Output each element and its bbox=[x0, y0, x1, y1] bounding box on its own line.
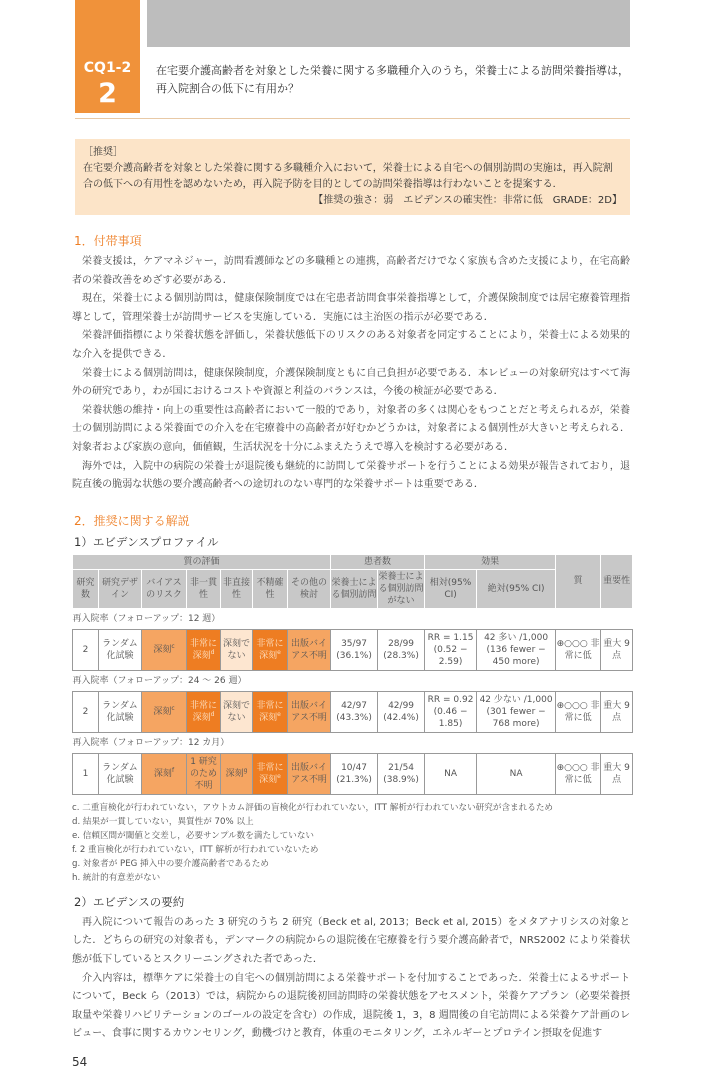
cq-number: 2 bbox=[98, 78, 117, 109]
cell-text: 深刻でない bbox=[222, 700, 250, 723]
table-cell bbox=[99, 691, 142, 732]
table-cell bbox=[253, 629, 288, 670]
table-row bbox=[73, 629, 633, 670]
footnote-marker: c bbox=[171, 642, 175, 650]
table-cell bbox=[288, 691, 331, 732]
cell-text: 1 bbox=[82, 768, 89, 779]
cell-text: RR = 1.15 (0.52 − 2.59) bbox=[427, 632, 474, 667]
table-cell bbox=[253, 691, 288, 732]
cell-text: 深刻 bbox=[153, 644, 172, 655]
group-header: 患者数 bbox=[331, 554, 425, 569]
footnote-marker: f bbox=[171, 766, 175, 774]
clinical-question: 在宅要介護高齢者を対象とした栄養に関する多職種介入のうち，栄養士による訪問栄養指導は，再入院割合の低下に有用か？ bbox=[156, 64, 629, 95]
evidence-summary-body bbox=[72, 914, 630, 1044]
table-cell bbox=[73, 691, 99, 732]
table-cell bbox=[187, 753, 221, 794]
page-number: 54 bbox=[72, 1054, 88, 1069]
table-cell bbox=[378, 753, 425, 794]
cell-text: NA bbox=[509, 768, 523, 779]
table-cell bbox=[221, 629, 253, 670]
cell-text: 深刻 bbox=[153, 768, 172, 779]
table-cell bbox=[187, 629, 221, 670]
table-cell bbox=[331, 629, 378, 670]
cell-text: ランダム化試験 bbox=[102, 638, 138, 661]
recommendation-title: ［推奨］ bbox=[83, 147, 123, 158]
footnote: d. 結果が一貫していない，異質性が 70% 以上 bbox=[72, 816, 254, 827]
footnote-marker: c bbox=[171, 704, 175, 712]
table-cell bbox=[556, 629, 601, 670]
table-cell bbox=[288, 753, 331, 794]
table-cell bbox=[378, 691, 425, 732]
cq-badge bbox=[75, 0, 140, 113]
paragraph: 再入院について報告のあった 3 研究のうち 2 研究（Beck et al, 2013；Beck et al, 2015）をメタアナリシスの対象とした．どちらの研究の対象者も，デンマークの病院からの退院後在宅療養を行う要介護高齢者で，NRS2002 により栄養状態が低下しているとスクリーニングされた者であった． bbox=[72, 916, 630, 965]
cell-text: 10/47 (21.3%) bbox=[336, 762, 372, 785]
table-cell bbox=[142, 691, 187, 732]
table-cell bbox=[477, 753, 556, 794]
section1-body bbox=[72, 253, 630, 495]
table-cell bbox=[73, 753, 99, 794]
cell-text: 出版バイアス不明 bbox=[291, 638, 328, 661]
footnote: g. 対象者が PEG 挿入中の要介護高齢者であるため bbox=[72, 858, 269, 869]
table-cell bbox=[425, 629, 477, 670]
table-cell bbox=[221, 691, 253, 732]
column-header: 栄養士による個別訪問がない bbox=[378, 569, 425, 608]
section1-heading: 1．付帯事項 bbox=[74, 234, 142, 248]
cell-text: 42/99 (42.4%) bbox=[383, 700, 419, 723]
cell-text: 21/54 (38.9%) bbox=[383, 762, 419, 785]
cell-text: 2 bbox=[82, 644, 89, 655]
cell-text: 重大 9 点 bbox=[603, 638, 630, 661]
cell-text: ランダム化試験 bbox=[102, 700, 138, 723]
cell-text: 非常に深刻 bbox=[189, 638, 217, 661]
table-group-row bbox=[73, 608, 633, 629]
group-header: 質の評価 bbox=[73, 554, 331, 569]
table-row bbox=[73, 691, 633, 732]
cell-text: 42/97 (43.3%) bbox=[336, 700, 372, 723]
table-cell bbox=[331, 691, 378, 732]
column-header: バイアスのリスク bbox=[142, 569, 187, 608]
footnote-marker: e bbox=[277, 648, 281, 656]
column-header: その他の検討 bbox=[288, 569, 331, 608]
cell-text: ランダム化試験 bbox=[102, 762, 138, 785]
table-cell bbox=[556, 753, 601, 794]
group-header: 効果 bbox=[425, 554, 556, 569]
table-group-row bbox=[73, 732, 633, 753]
table-cell bbox=[331, 753, 378, 794]
outcome-label: 再入院率（フォローアップ：12 週） bbox=[72, 613, 221, 624]
footnote: e. 信頼区間が閾値と交差し，必要サンプル数を満たしていない bbox=[72, 830, 315, 841]
table-cell bbox=[99, 753, 142, 794]
column-header: 相対(95% CI) bbox=[425, 569, 477, 608]
evidence-profile-heading: 1）エビデンスプロファイル bbox=[74, 534, 219, 549]
table-row bbox=[73, 753, 633, 794]
cell-text: 1 研究のため不明 bbox=[189, 756, 217, 791]
table-cell bbox=[601, 629, 633, 670]
paragraph: 栄養状態の維持・向上の重要性は高齢者において一般的であり，対象者の多くは関心をもつことだと考えられるが，栄養士の個別訪問による栄養面での介入を在宅療養中の高齢者が好むかどうかは，対象者による個別性が大きいと考えられる．対象者および家族の意向，価値観，生活状況を十分にふまえたうえで導入を検討する必要がある． bbox=[72, 404, 630, 453]
table-cell bbox=[73, 629, 99, 670]
evidence-profile-table bbox=[72, 554, 633, 795]
table-cell bbox=[601, 691, 633, 732]
footnotes bbox=[72, 801, 630, 885]
evidence-summary-heading: 2）エビデンスの要約 bbox=[74, 894, 185, 909]
paragraph: 栄養評価指標により栄養状態を評価し，栄養状態低下のリスクのある対象者を同定することにより，栄養士による効果的な介入を提供できる． bbox=[72, 330, 630, 360]
table-body bbox=[73, 608, 633, 794]
cell-text: 非常に深刻 bbox=[256, 638, 284, 661]
column-header: 研究数 bbox=[73, 569, 99, 608]
table-cell bbox=[601, 753, 633, 794]
recommendation-strength: 【推奨の強さ：弱 エビデンスの確実性：非常に低 GRADE：2D】 bbox=[313, 195, 622, 206]
cell-text: 2 bbox=[82, 706, 89, 717]
cell-text: ⊕○○○ 非常に低 bbox=[556, 700, 600, 723]
paragraph: 介入内容は，標準ケアに栄養士の自宅への個別訪問による栄養サポートを付加することであった．栄養士によるサポートについて，Beck ら（2013）では，病院からの退院後初回訪問時の栄養状態をアセスメント，栄養ケアプラン（必要栄養摂取量や栄養リハビリテーションのゴールの設定を含む）の作成，退院後 1，3，8 週間後の自宅訪問による栄養ケア計画のレビュー、食事に関するカウンセリング，動機づけと教育，体重のモニタリング，エネルギーとプロテイン摂取を促進す bbox=[72, 972, 630, 1040]
table-cell bbox=[99, 629, 142, 670]
recommendation-text: 在宅要介護高齢者を対象とした栄養に関する多職種介入において，栄養士による自宅への個別訪問の実施は，再入院割合の低下への有用性を認めないため，再入院予防を目的としての訪問栄養指導は行わないことを提案する． bbox=[83, 163, 613, 190]
footnote: c. 二重盲検化が行われていない，アウトカム評価の盲検化が行われていない，ITT 解析が行われていない研究が含まれるため bbox=[72, 802, 554, 813]
outcome-label: 再入院率（フォローアップ：24 〜 26 週） bbox=[72, 675, 247, 686]
cell-text: 深刻 bbox=[153, 706, 172, 717]
footnote-marker: d bbox=[210, 648, 215, 656]
outcome-label: 再入院率（フォローアップ：12 カ月） bbox=[72, 737, 230, 748]
cell-text: 深刻でない bbox=[222, 638, 250, 661]
cell-text: RR = 0.92 (0.46 − 1.85) bbox=[427, 694, 474, 729]
column-header: 重要性 bbox=[601, 554, 633, 608]
recommendation-box bbox=[75, 139, 630, 215]
cell-text: 28/99 (28.3%) bbox=[383, 638, 419, 661]
cell-text: 深刻 bbox=[225, 768, 244, 779]
cell-text: 42 少ない /1,000 (301 fewer − 768 more) bbox=[479, 694, 553, 729]
table-cell bbox=[187, 691, 221, 732]
column-header: 絶対(95% CI) bbox=[477, 569, 556, 608]
table-cell bbox=[288, 629, 331, 670]
column-header: 質 bbox=[556, 554, 601, 608]
table-cell bbox=[253, 753, 288, 794]
column-header: 非直接性 bbox=[221, 569, 253, 608]
footnote-marker: g bbox=[243, 766, 248, 774]
cell-text: 非常に深刻 bbox=[256, 700, 284, 723]
table-cell bbox=[142, 629, 187, 670]
cell-text: 非常に深刻 bbox=[256, 762, 284, 785]
footnote: h. 統計的有意差がない bbox=[72, 872, 161, 883]
table-group-row bbox=[73, 670, 633, 691]
cell-text: 42 多い /1,000 (136 fewer − 450 more) bbox=[484, 632, 549, 667]
footnote-marker: e bbox=[277, 772, 281, 780]
footnote-marker: e bbox=[277, 710, 281, 718]
page-content bbox=[72, 118, 630, 1090]
table-cell bbox=[425, 753, 477, 794]
table-cell bbox=[425, 691, 477, 732]
cell-text: 35/97 (36.1%) bbox=[336, 638, 372, 661]
cell-text: 出版バイアス不明 bbox=[291, 762, 328, 785]
column-header: 不精確性 bbox=[253, 569, 288, 608]
column-header: 非一貫性 bbox=[187, 569, 221, 608]
footnote-marker: d bbox=[210, 710, 215, 718]
cell-text: 重大 9 点 bbox=[603, 762, 630, 785]
paragraph: 栄養支援は，ケアマネジャー，訪問看護師などの多職種との連携，高齢者だけでなく家族も含めた支援により，在宅高齢者の栄養改善をめざす必要がある． bbox=[72, 256, 630, 286]
table-cell bbox=[477, 691, 556, 732]
cq-label: CQ1-2 bbox=[83, 60, 132, 76]
paragraph: 海外では，入院中の病院の栄養士が退院後も継続的に訪問して栄養サポートを行うことによる効果が報告されており，退院直後の脆弱な状態の要介護高齢者への途切れのない専門的な栄養サポートは重要である． bbox=[72, 460, 630, 491]
paragraph: 栄養士による個別訪問は，健康保険制度，介護保険制度ともに自己負担が必要である．本レビューの対象研究はすべて海外の研究であり，わが国におけるコストや資源と利益のバランスは，今後の検証が必要である． bbox=[72, 367, 630, 398]
cell-text: 出版バイアス不明 bbox=[291, 700, 328, 723]
table-cell bbox=[221, 753, 253, 794]
section2-heading: 2．推奨に関する解説 bbox=[74, 513, 190, 528]
cell-text: 非常に深刻 bbox=[189, 700, 217, 723]
cell-text: ⊕○○○ 非常に低 bbox=[556, 762, 600, 785]
table-cell bbox=[142, 753, 187, 794]
cell-text: NA bbox=[444, 768, 457, 779]
divider bbox=[75, 118, 630, 119]
table-cell bbox=[378, 629, 425, 670]
table-cell bbox=[556, 691, 601, 732]
column-header: 研究デザイン bbox=[99, 569, 142, 608]
header-band bbox=[147, 0, 630, 47]
cell-text: ⊕○○○ 非常に低 bbox=[556, 638, 600, 661]
cell-text: 重大 9 点 bbox=[603, 700, 630, 723]
paragraph: 現在，栄養士による個別訪問は，健康保険制度では在宅患者訪問食事栄養指導として，介護保険制度では居宅療養管理指導として，管理栄養士が訪問サービスを実施している．実施には主治医の指示が必要である． bbox=[72, 293, 630, 323]
table-cell bbox=[477, 629, 556, 670]
footnote: f. 2 重盲検化が行われていない，ITT 解析が行われていないため bbox=[72, 844, 319, 855]
column-header: 栄養士による個別訪問 bbox=[331, 569, 378, 608]
